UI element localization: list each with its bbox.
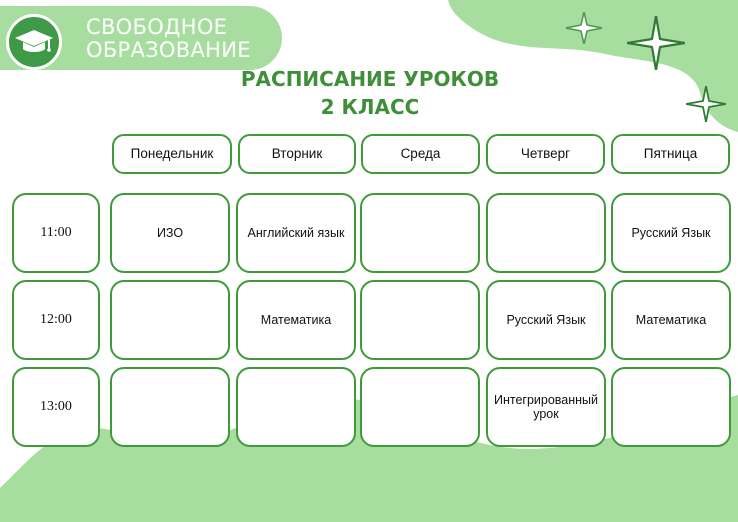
time-slot: 13:00 [12,367,100,447]
lesson-cell [360,193,480,273]
lesson-cell [110,280,230,360]
lesson-cell [360,367,480,447]
sparkle-star-icon [627,16,685,70]
sparkle-star-icon [566,12,602,44]
sparkle-star-icon [686,86,726,122]
time-slot: 11:00 [12,193,100,273]
day-header-wednesday: Среда [361,134,480,174]
lesson-cell [611,367,731,447]
page-title: РАСПИСАНИЕ УРОКОВ [240,67,500,91]
time-slot: 12:00 [12,280,100,360]
lesson-cell [486,193,606,273]
lesson-cell [110,367,230,447]
day-header-monday: Понедельник [112,134,232,174]
lesson-cell: Математика [611,280,731,360]
lesson-cell: Английский язык [236,193,356,273]
day-header-thursday: Четверг [486,134,605,174]
lesson-cell [236,367,356,447]
lesson-cell: Интегрированный урок [486,367,606,447]
lesson-cell: ИЗО [110,193,230,273]
brand-logo [6,14,62,70]
lesson-cell [360,280,480,360]
lesson-cell: Русский Язык [611,193,731,273]
lesson-cell: Русский Язык [486,280,606,360]
graduation-cap-icon [14,27,54,57]
day-header-tuesday: Вторник [238,134,356,174]
brand-name-line1: СВОБОДНОЕ [86,15,228,39]
lesson-cell: Математика [236,280,356,360]
brand-banner [0,6,282,70]
day-header-friday: Пятница [611,134,730,174]
brand-name-line2: ОБРАЗОВАНИЕ [86,38,251,62]
page-subtitle: 2 КЛАСС [320,95,420,119]
brand-name [86,16,251,62]
